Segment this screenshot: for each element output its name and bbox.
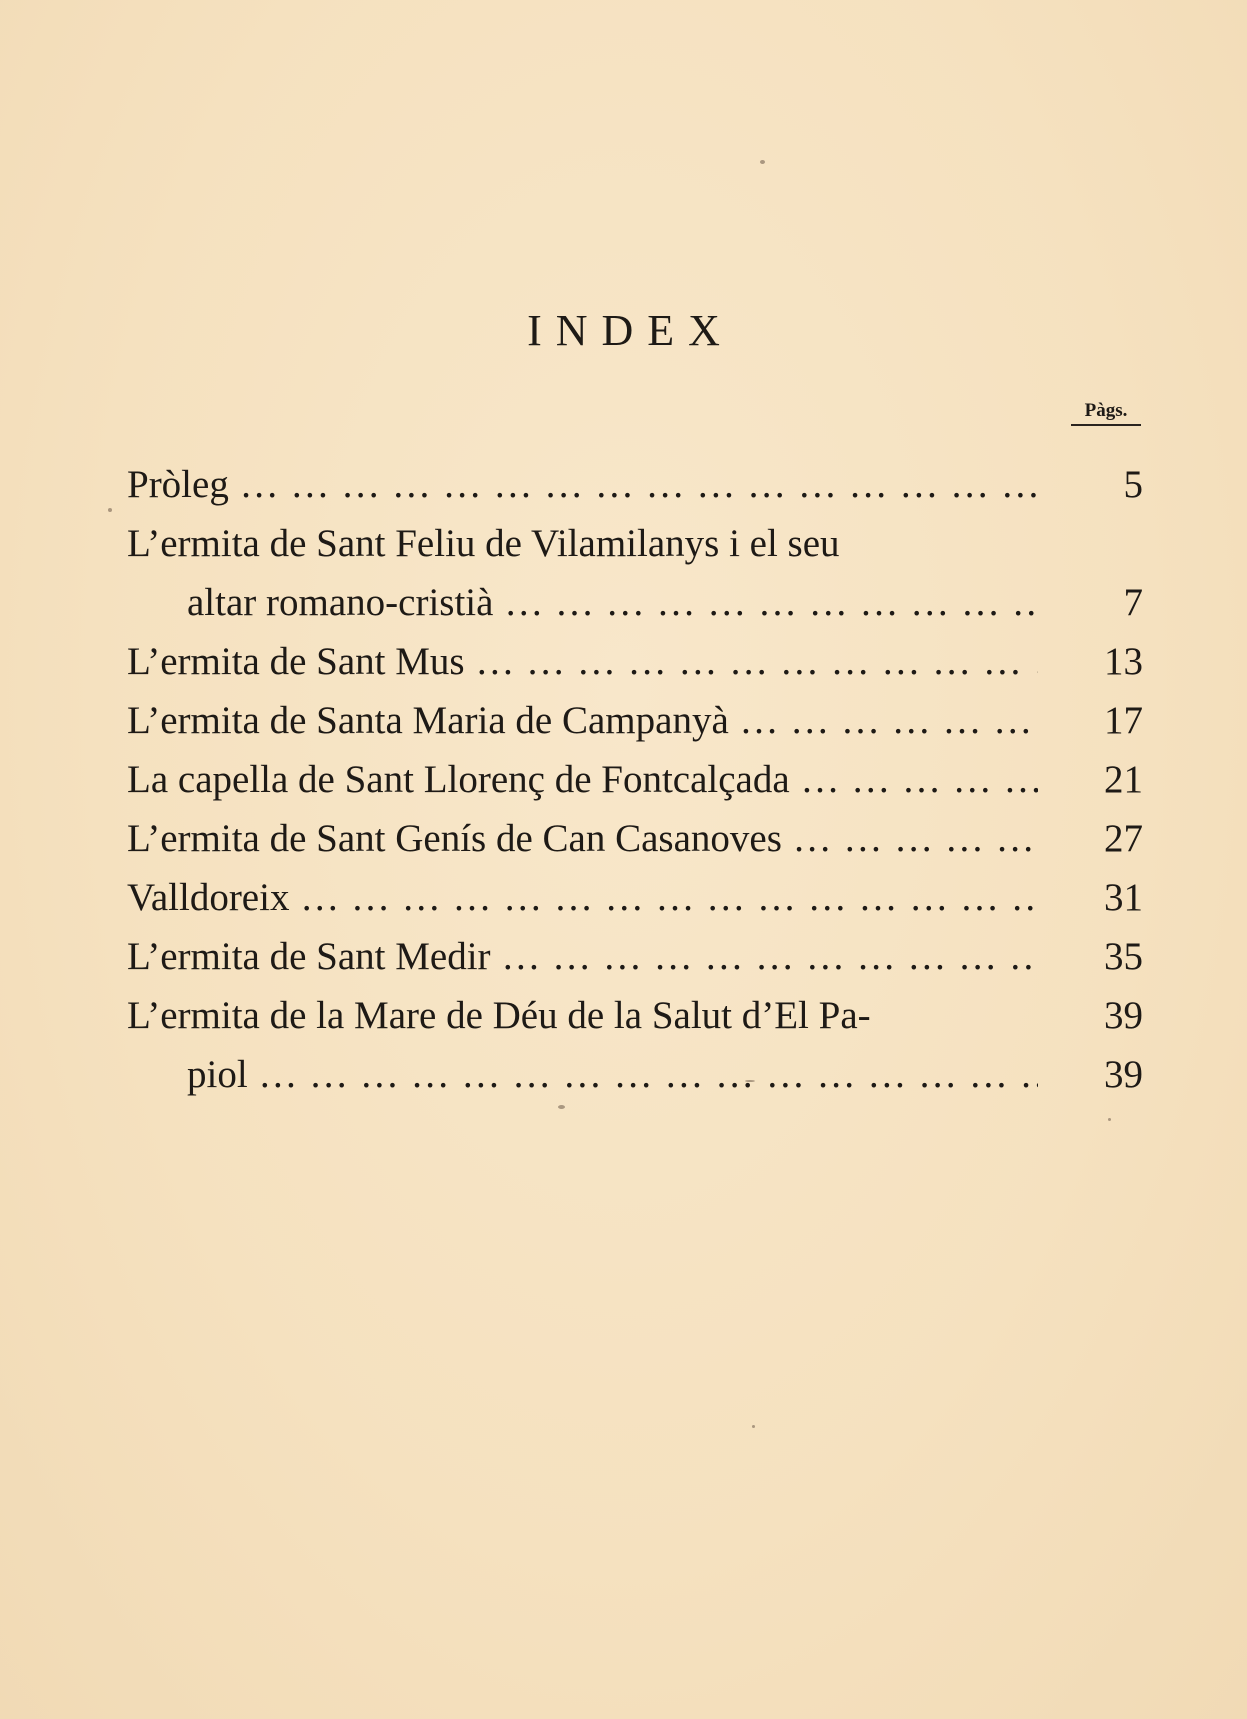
toc-row [127, 809, 1143, 868]
toc-entry-page: 27 [1104, 817, 1143, 860]
toc-entry-text: piol … … … … … … … … … … … … … … … … … … … … … … … … … … … … … … … … … [127, 1045, 1038, 1104]
toc-entry-page: 13 [1104, 640, 1143, 683]
paper-speck [752, 1425, 755, 1428]
toc-entry-text: L’ermita de Sant Medir … … … … … … … … … … … … … … … … … … … … … … … … … … … … … … … … … [127, 927, 1038, 986]
toc-entry-page: 21 [1104, 758, 1143, 801]
toc-entry-page: 5 [1123, 463, 1143, 506]
paper-speck [558, 1105, 565, 1109]
toc-entry-text: L’ermita de Sant Feliu de Vilamilanys i el seu [127, 522, 840, 565]
toc-entry-page: 35 [1104, 935, 1143, 978]
toc-entry-text: L’ermita de Santa Maria de Campanyà … … … … … … … … … … … … … … … … … … … … … … … … … … … … … … … … … [127, 691, 1038, 750]
paper-speck [1108, 1118, 1111, 1121]
toc-entry-page: 31 [1104, 876, 1143, 919]
paper-speck [108, 508, 112, 512]
toc-entry-page: 17 [1104, 699, 1143, 742]
toc-row [127, 573, 1143, 632]
toc-entry-text: L’ermita de la Mare de Déu de la Salut d’El Pa- [127, 994, 871, 1037]
toc-entry-text: altar romano-cristià … … … … … … … … … … … … … … … … … … … … … … … … … … … … … … … … … [127, 573, 1038, 632]
pages-column-header: Pàgs. [1071, 400, 1141, 426]
toc-row [127, 691, 1143, 750]
toc-row [127, 455, 1143, 514]
toc-row [127, 632, 1143, 691]
toc-row [127, 514, 1143, 573]
paper-speck [760, 160, 765, 164]
toc-entry-text: Valldoreix … … … … … … … … … … … … … … … … … … … … … … … … … … … … … … … … … [127, 868, 1038, 927]
toc-entry-page: 7 [1123, 581, 1143, 624]
toc-entry-page: 39 [1104, 1053, 1143, 1096]
paper-speck [745, 1080, 755, 1082]
toc-row [127, 1045, 1143, 1104]
toc-row [127, 986, 1143, 1045]
toc-row [127, 927, 1143, 986]
toc-entry-text: Pròleg … … … … … … … … … … … … … … … … … … … … … … … … … … … … … … … … … [127, 455, 1038, 514]
toc-entry-text: L’ermita de Sant Mus … … … … … … … … … … … … … … … … … … … … … … … … … … … … … … … … … [127, 632, 1038, 691]
toc-entry-text: La capella de Sant Llorenç de Fontcalçada … … … … … … … … … … … … … … … … … … … … … … … … … … … … … … … … … [127, 750, 1038, 809]
toc-row [127, 868, 1143, 927]
toc-entry-page: 39 [1104, 994, 1143, 1037]
toc-row [127, 750, 1143, 809]
toc-entry-text: L’ermita de Sant Genís de Can Casanoves … … … … … … … … … … … … … … … … … … … … … … … … … … … … … … … … … [127, 809, 1038, 868]
page-title: INDEX [527, 306, 734, 355]
table-of-contents [127, 455, 1143, 1104]
